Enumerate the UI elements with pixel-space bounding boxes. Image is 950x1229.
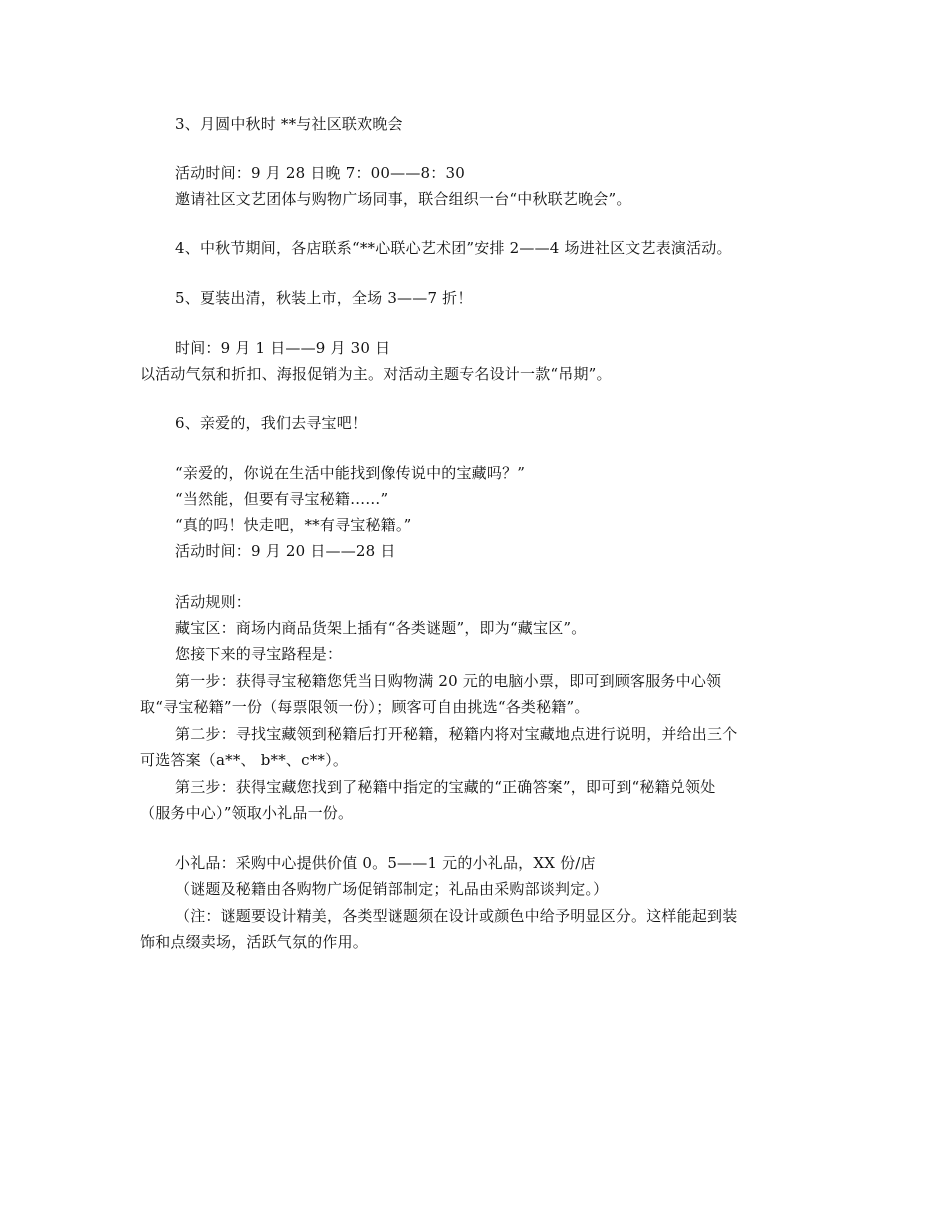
paragraph-line: （注：谜题要设计精美，各类型谜题须在设计或颜色中给予明显区分。这样能起到装 [175, 907, 738, 925]
section-heading-3: 3、月圆中秋时 **与社区联欢晚会 [175, 115, 403, 133]
paragraph-line: 第二步：寻找宝藏领到秘籍后打开秘籍，秘籍内将对宝藏地点进行说明，并给出三个 [175, 725, 738, 743]
paragraph-line: （服务中心）”领取小礼品一份。 [140, 804, 354, 822]
paragraph-line: 可选答案（a**、 b**、c**）。 [140, 751, 349, 769]
section-heading-5: 5、夏装出清，秋装上市，全场 3——7 折！ [175, 289, 473, 307]
section-heading-6: 6、亲爱的，我们去寻宝吧！ [175, 414, 368, 432]
paragraph-line: 取“寻宝秘籍”一份（每票限领一份）；顾客可自由挑选“各类秘籍”。 [140, 698, 590, 716]
paragraph-line: 时间：9 月 1 日——9 月 30 日 [175, 339, 391, 357]
paragraph-line: 饰和点缀卖场，活跃气氛的作用。 [140, 933, 369, 951]
paragraph-line: 第一步：获得寻宝秘籍您凭当日购物满 20 元的电脑小票，即可到顾客服务中心领 [175, 672, 722, 690]
paragraph-line: 活动时间：9 月 28 日晚 7：00——8：30 [175, 164, 465, 182]
paragraph-line: 活动规则： [175, 593, 252, 611]
dialogue-line: “亲爱的，你说在生活中能找到像传说中的宝藏吗？” [175, 464, 526, 482]
paragraph-line: 藏宝区：商场内商品货架上插有“各类谜题”，即为“藏宝区”。 [175, 619, 587, 637]
paragraph-line: 邀请社区文艺团体与购物广场同事，联合组织一台“中秋联艺晚会”。 [175, 190, 632, 208]
dialogue-line: “当然能，但要有寻宝秘籍……” [175, 490, 389, 508]
section-heading-4: 4、中秋节期间，各店联系“**心联心艺术团”安排 2——4 场进社区文艺表演活动。 [175, 239, 732, 257]
paragraph-line: 小礼品：采购中心提供价值 0。5——1 元的小礼品，XX 份/店 [175, 854, 596, 872]
paragraph-line: （谜题及秘籍由各购物广场促销部制定；礼品由采购部谈判定。） [175, 880, 609, 898]
paragraph-line: 第三步：获得宝藏您找到了秘籍中指定的宝藏的“正确答案”，即可到“秘籍兑领处 [175, 778, 716, 796]
paragraph-line: 活动时间：9 月 20 日——28 日 [175, 542, 396, 560]
dialogue-line: “真的吗！快走吧，**有寻宝秘籍。” [175, 516, 412, 534]
paragraph-line: 以活动气氛和折扣、海报促销为主。对活动主题专名设计一款“吊期”。 [140, 365, 612, 383]
paragraph-line: 您接下来的寻宝路程是： [175, 645, 343, 663]
